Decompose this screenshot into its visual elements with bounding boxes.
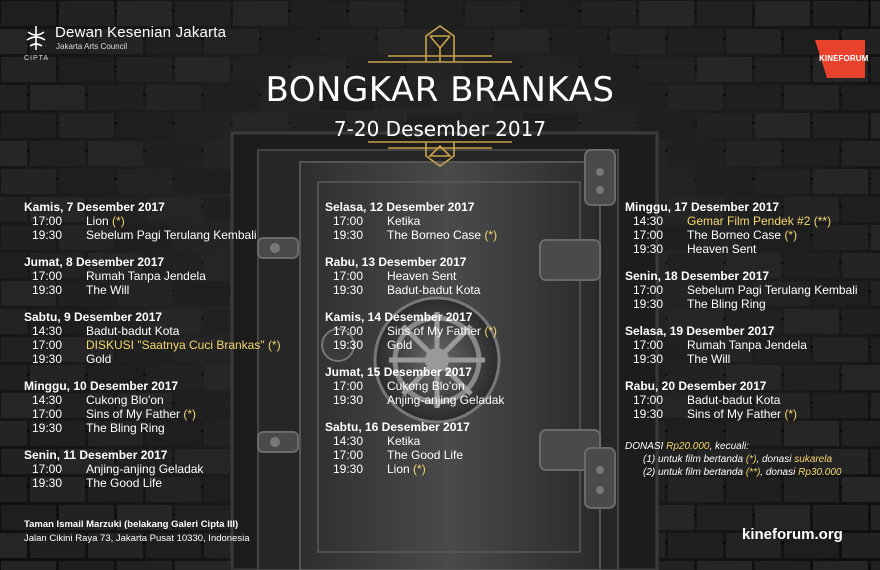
schedule-day [325,310,504,352]
screening-title: Sebelum Pagi Terulang Kembali [86,228,257,242]
screening-time: 19:30 [332,393,363,407]
day-heading: Sabtu, 16 Desember 2017 [325,420,470,434]
screening-title: The Borneo Case [387,228,482,242]
schedule-day [24,379,281,435]
day-heading: Kamis, 14 Desember 2017 [325,310,473,324]
schedule-column-2 [325,200,504,489]
screening-time: 19:30 [332,283,363,297]
screening-time: 17:00 [332,379,363,393]
screening-time: 17:00 [31,407,62,421]
schedule-day [625,269,858,311]
screening-time: 17:00 [632,228,663,242]
donation-info [625,440,841,479]
screening-title: The Good Life [387,448,464,462]
screening-time: 14:30 [31,393,62,407]
screening-row [24,324,281,338]
donation-note1-prefix: (1) untuk film bertanda [643,454,744,465]
donation-label: DONASI [625,441,664,452]
screening-title: The Bling Ring [86,421,165,435]
screening-row [325,434,504,448]
logo-mark-text: CIPTA [24,55,50,62]
screening-row [625,338,858,352]
screening-title: Badut-badut Kota [86,324,180,338]
screening-row [24,462,281,476]
screening-row [625,297,858,311]
screening-time: 17:00 [332,269,363,283]
screening-title: Gold [387,338,413,352]
screening-time: 17:00 [332,448,363,462]
logo-name: Dewan Kesenian Jakarta [55,24,227,41]
screening-time: 19:30 [332,338,363,352]
day-heading: Minggu, 17 Desember 2017 [625,200,780,214]
screening-row [24,476,281,490]
schedule-day [325,255,504,297]
schedule-day [625,324,858,366]
schedule-day [24,255,281,297]
screening-time: 17:00 [31,269,62,283]
screening-title: Lion [86,214,109,228]
screening-title: Gold [86,352,112,366]
screening-title: Sins of My Father [86,407,181,421]
dkj-emblem-icon [24,24,48,52]
venue-address [24,518,250,546]
screening-time: 17:00 [632,393,663,407]
screening-title: Sins of My Father [387,324,482,338]
day-heading: Sabtu, 9 Desember 2017 [24,310,163,324]
screening-title: Lion [387,462,410,476]
screening-row [625,242,858,256]
donation-note2-value: Rp30.000 [798,467,842,478]
screening-time: 14:30 [632,214,663,228]
screening-mark: (*) [784,407,798,421]
screening-row [625,283,858,297]
day-heading: Selasa, 12 Desember 2017 [325,200,475,214]
screening-title: Rumah Tanpa Jendela [86,269,206,283]
screening-row [24,352,281,366]
donation-note2-prefix: (2) untuk film bertanda [643,467,744,478]
donation-note2-mark: (**) [745,467,761,478]
screening-row [325,338,504,352]
donation-note1-mid: , donasi [756,454,792,465]
screening-row [325,283,504,297]
day-heading: Selasa, 19 Desember 2017 [625,324,775,338]
day-heading: Jumat, 15 Desember 2017 [325,365,472,379]
screening-time: 17:00 [632,283,663,297]
screening-time: 19:30 [31,421,62,435]
poster-dates: 7-20 Desember 2017 [333,117,547,141]
website-link[interactable]: kineforum.org [742,526,843,543]
screening-row [325,269,504,283]
screening-title: Anjing-anjing Geladak [86,462,204,476]
screening-title: The Bling Ring [687,297,766,311]
screening-row [625,228,858,242]
day-heading: Senin, 18 Desember 2017 [625,269,770,283]
screening-title: Anjing-anjing Geladak [387,393,505,407]
screening-title: Badut-badut Kota [687,393,781,407]
screening-time: 14:30 [31,324,62,338]
screening-row [325,462,504,476]
screening-title: Heaven Sent [387,269,457,283]
screening-row [24,269,281,283]
screening-row [325,448,504,462]
screening-row [325,214,504,228]
screening-mark: (*) [112,214,125,228]
screening-row [325,324,504,338]
schedule-day [24,200,281,242]
dkj-logo [24,24,254,66]
art-deco-top-ornament [368,22,512,68]
screening-time: 19:30 [632,242,663,256]
day-heading: Rabu, 13 Desember 2017 [325,255,467,269]
screening-title: Cukong Blo'on [387,379,465,393]
screening-row [325,228,504,242]
schedule-day [325,200,504,242]
screening-row [325,393,504,407]
donation-note1-mark: (*) [745,454,757,465]
logo-subtitle: Jakarta Arts Council [56,42,128,51]
screening-time: 17:00 [31,462,62,476]
screening-title: Sins of My Father [687,407,782,421]
screening-row [625,214,858,228]
poster-title: BONGKAR BRANKAS [265,70,615,110]
screening-time: 17:00 [632,338,663,352]
screening-mark: (*) [267,338,281,352]
screening-title: Rumah Tanpa Jendela [687,338,807,352]
screening-row [325,379,504,393]
screening-row [24,214,281,228]
schedule-day [325,365,504,407]
screening-time: 19:30 [31,283,62,297]
screening-mark: (*) [413,462,426,476]
schedule-day [24,448,281,490]
screening-title: DISKUSI "Saatnya Cuci Brankas" [86,338,265,352]
screening-title: Heaven Sent [687,242,757,256]
day-heading: Minggu, 10 Desember 2017 [24,379,179,393]
screening-title: Cukong Blo'on [86,393,164,407]
screening-title: Badut-badut Kota [387,283,481,297]
screening-row [625,407,858,421]
screening-time: 17:00 [332,214,363,228]
screening-time: 19:30 [632,407,663,421]
screening-title: The Will [687,352,731,366]
day-heading: Rabu, 20 Desember 2017 [625,379,767,393]
screening-row [24,283,281,297]
screening-row [625,352,858,366]
schedule-day [625,379,858,421]
badge-text: KINEFORUM [819,54,869,63]
screening-time: 19:30 [332,462,363,476]
screening-time: 19:30 [31,352,62,366]
day-heading: Kamis, 7 Desember 2017 [24,200,165,214]
screening-title: Sebelum Pagi Terulang Kembali [687,283,858,297]
donation-note1-value: sukarela [794,454,833,465]
screening-time: 19:30 [632,297,663,311]
screening-mark: (*) [484,324,498,338]
screening-row [24,338,281,352]
screening-row [24,407,281,421]
screening-mark: (*) [183,407,197,421]
donation-note2-mid: , donasi [760,467,796,478]
screening-time: 19:30 [31,228,62,242]
schedule-day [24,310,281,366]
art-deco-bottom-ornament [368,138,512,168]
screening-mark: (*) [484,228,498,242]
venue-line-2: Jalan Cikini Raya 73, Jakarta Pusat 10330, Indonesia [24,533,250,544]
screening-time: 14:30 [332,434,363,448]
screening-title: Ketika [387,434,421,448]
donation-amount: Rp20.000 [666,441,710,452]
screening-title: The Will [86,283,130,297]
screening-mark: (**) [813,214,832,228]
screening-title: Gemar Film Pendek #2 [687,214,811,228]
schedule-day [625,200,858,256]
schedule-column-1 [24,200,281,503]
donation-suffix: , kecuali: [709,441,749,452]
screening-mark: (*) [784,228,798,242]
screening-row [625,393,858,407]
screening-row [24,421,281,435]
screening-time: 17:00 [332,324,363,338]
screening-row [24,393,281,407]
screening-title: The Good Life [86,476,163,490]
screening-title: Ketika [387,214,421,228]
screening-time: 17:00 [31,214,62,228]
day-heading: Jumat, 8 Desember 2017 [24,255,165,269]
schedule-column-3 [625,200,858,434]
venue-line-1: Taman Ismail Marzuki (belakang Galeri Cipta III) [24,519,239,530]
screening-title: The Borneo Case [687,228,782,242]
day-heading: Senin, 11 Desember 2017 [24,448,168,462]
screening-time: 19:30 [632,352,663,366]
screening-row [24,228,281,242]
screening-time: 19:30 [31,476,62,490]
screening-time: 17:00 [31,338,62,352]
schedule-day [325,420,504,476]
screening-time: 19:30 [332,228,363,242]
